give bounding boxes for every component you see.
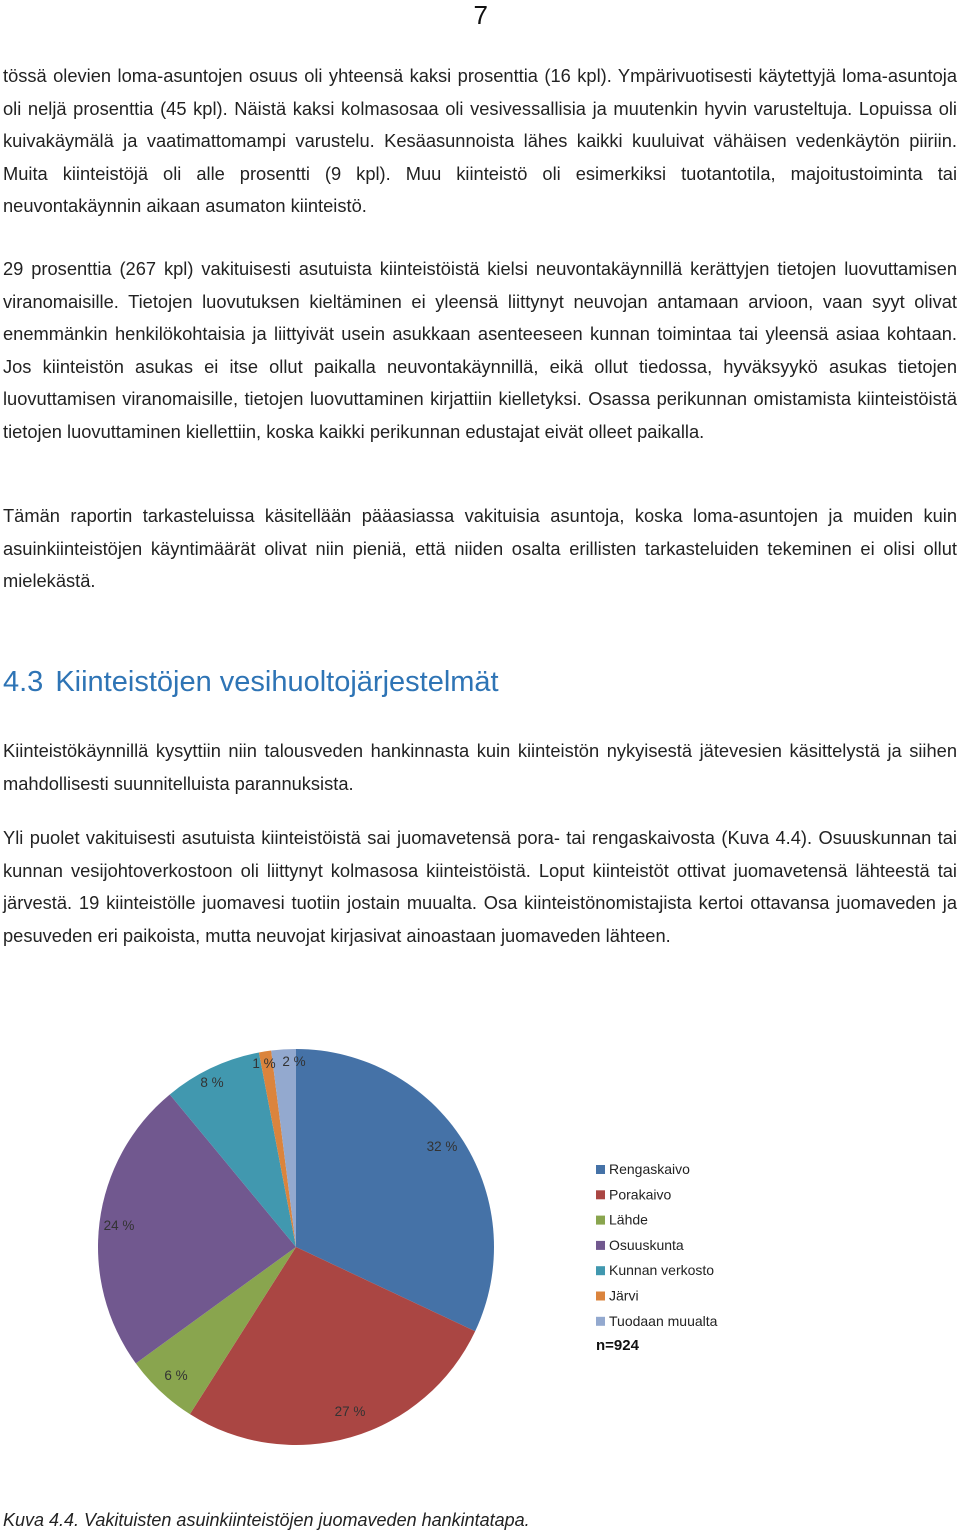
paragraph-2: 29 prosenttia (267 kpl) vakituisesti asutuista kiinteistöistä kielsi neuvontakäynnillä kerättyjen tietojen luovuttamisen viranomaisille. Tietojen luovutuksen kieltäminen ei yleensä liittynyt neuvojan antamaan arvioon, vaan syyt olivat enemmänkin henkilökohtaisia ja liittyivät usein asukkaan asenteeseen kunnan toimintaa tai yleensä asiaa kohtaan. Jos kiinteistön asukas ei itse ollut paikalla neuvontakäynnillä, eikä ollut tiedossa, hyväksyykö asukas tietojen luovuttamisen viranomaisille, tietojen luovuttaminen kirjattiin kielletyksi. Osassa perikunnan omistamista kiinteistöistä tietojen luovuttaminen kiellettiin, koska kaikki perikunnan edustajat eivät olleet paikalla. (3, 258, 957, 442)
legend-swatch (596, 1317, 605, 1326)
legend-label: Lähde (609, 1211, 648, 1228)
paragraph-5: Yli puolet vakituisesti asutuista kiinteistöistä sai juomavetensä pora- tai rengaskaivosta (Kuva 4.4). Osuuskunnan tai kunnan vesijohtoverkostoon oli liittynyt kolmasosa kiinteistöistä. Loput kiinteistöt ottivat juomavetensä lähteestä tai järvestä. 19 kiinteistölle juomavesi tuotiin jostain muualta. Osa kiinteistönomistajista kertoi ottavansa juomaveden ja pesuveden eri paikoista, mutta neuvojat kirjasivat ainoastaan juomaveden lähteen. (3, 827, 957, 946)
data-label: 1 % (252, 1056, 276, 1071)
pie-chart (0, 1030, 960, 1500)
section-title: Kiinteistöjen vesihuoltojärjestelmät (55, 666, 499, 698)
legend-swatch (596, 1216, 605, 1225)
paragraph-1: tössä olevien loma-asuntojen osuus oli yhteensä kaksi prosenttia (16 kpl). Ympärivuotisesti käytettyjä loma-asuntoja oli neljä prosenttia (45 kpl). Näistä kaksi kolmasosaa oli vesivessallisia ja muutenkin hyvin varusteltuja. Lopuissa oli kuivakäymälä ja vaatimattomampi varustelu. Kesäasunnoista lähes kaikki kuuluivat vähäisen vedenkäytön piiriin. Muita kiinteistöjä oli alle prosentti (9 kpl). Muu kiinteistö oli esimerkiksi tuotantotila, majoitustoiminta tai neuvontakäynnin aikaan asumaton kiinteistö. (3, 65, 957, 216)
legend-label: Rengaskaivo (609, 1161, 690, 1177)
figure-caption: Kuva 4.4. Vakituisten asuinkiinteistöjen juomaveden hankintatapa. (3, 1510, 530, 1530)
data-label: 8 % (200, 1075, 224, 1090)
legend-label: Porakaivo (609, 1186, 672, 1203)
legend-label: Järvi (609, 1287, 639, 1304)
data-label: 6 % (164, 1368, 188, 1383)
data-label: 24 % (103, 1218, 135, 1233)
paragraph-3: Tämän raportin tarkasteluissa käsitellään pääasiassa vakituisia asuntoja, koska loma-asuntojen ja muiden kuin asuinkiinteistöjen käyntimäärät olivat niin pieniä, että niiden osalta erillisten tarkasteluiden tekeminen ei olisi ollut mielekästä. (3, 505, 957, 591)
legend-label: Kunnan verkosto (609, 1262, 715, 1279)
legend-swatch (596, 1292, 605, 1301)
legend-swatch (596, 1190, 605, 1199)
sample-size-label: n=924 (596, 1337, 639, 1355)
section-number: 4.3 (3, 666, 44, 698)
section-heading (3, 666, 499, 699)
data-label: 2 % (282, 1054, 306, 1069)
data-label: 27 % (334, 1404, 366, 1419)
legend-swatch (596, 1165, 605, 1174)
page-number: 7 (473, 0, 488, 30)
legend-swatch (596, 1266, 605, 1275)
legend-swatch (596, 1241, 605, 1250)
legend-label: Osuuskunta (609, 1236, 684, 1253)
legend-label: Tuodaan muualta (609, 1312, 718, 1329)
paragraph-4: Kiinteistökäynnillä kysyttiin niin talousveden hankinnasta kuin kiinteistön nykyisestä jätevesien käsittelystä ja siihen mahdollisesti suunnitelluista parannuksista. (3, 740, 957, 794)
data-label: 32 % (426, 1139, 458, 1154)
